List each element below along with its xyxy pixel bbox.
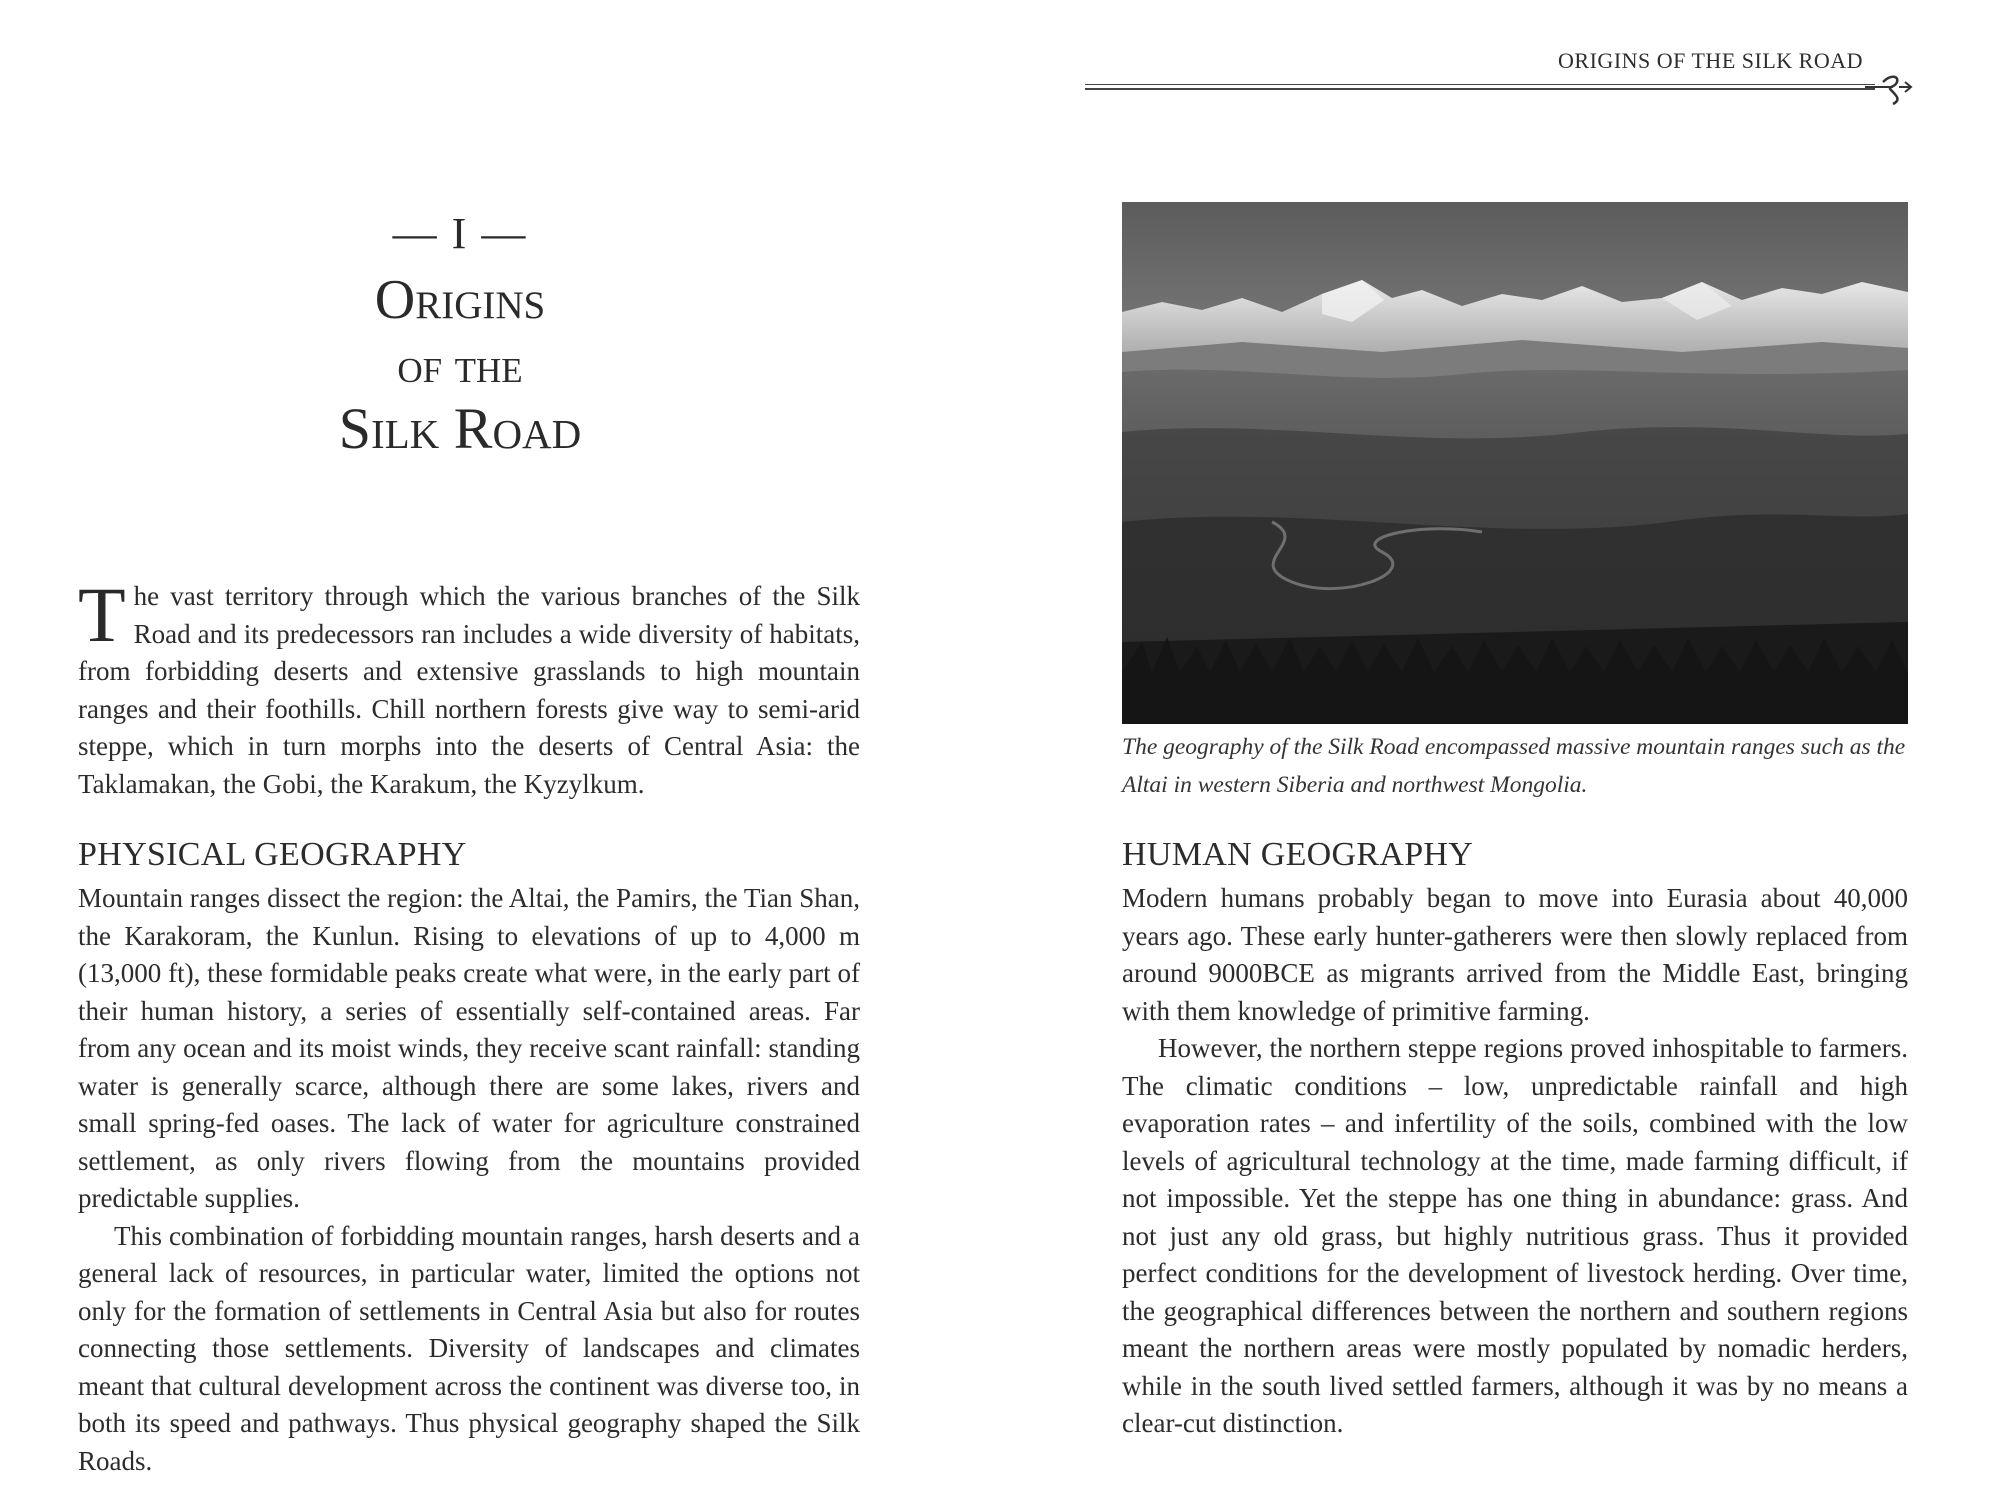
photo-caption: The geography of the Silk Road encompassed massive mountain ranges such as the Altai in western Siberia and northwest Mongolia. xyxy=(1122,734,1906,798)
landscape-illustration xyxy=(1122,202,1908,724)
human-geography-heading: HUMAN GEOGRAPHY xyxy=(1122,836,1474,873)
intro-text: he vast territory through which the various branches of the Silk Road and its predecessors ran includes a wide diversity of habitats, from forbidding deserts and extensive grasslands to high mountain ranges and their foothills. Chill northern forests give way to semi-arid steppe, which in turn morphs into the deserts of Central Asia: the Taklamakan, the Gobi, the Karakum, the Kyzylkum. xyxy=(78,581,860,799)
physical-geography-paragraph-1: Mountain ranges dissect the region: the Altai, the Pamirs, the Tian Shan, the Karakoram, the Kunlun. Rising to elevations of up to 4,000 m (13,000 ft), these formidable peaks create what were, in the early part of their human history, a series of essentially self-contained areas. Far from any ocean and its moist winds, they receive scant rainfall: standing water is generally scarce, although there are some lakes, rivers and small spring-fed oases. The lack of water for agriculture constrained settlement, as only rivers flowing from the mountains provided predictable supplies. xyxy=(78,883,860,1213)
altai-mountains-photo xyxy=(1122,202,1908,724)
scroll-flourish-icon xyxy=(1863,70,1915,108)
chapter-title-line-1: Origins xyxy=(374,269,546,331)
human-geography-paragraph-1 xyxy=(1122,880,1908,1030)
intro-paragraph xyxy=(78,571,860,803)
era-abbreviation: BCE xyxy=(1262,958,1315,988)
physical-geography-heading: PHYSICAL GEOGRAPHY xyxy=(78,836,467,873)
human-geography-paragraph-1-start: Modern humans probably began to move into Eurasia about 40,000 years ago. These early hunter-gatherers were then slowly replaced from around 9000 xyxy=(1122,883,1908,988)
chapter-number: — I — xyxy=(392,209,528,258)
chapter-title-line-3: Silk Road xyxy=(338,396,582,461)
physical-geography-body xyxy=(78,880,860,1480)
human-geography-body xyxy=(1122,880,1908,1443)
running-head-rule-double xyxy=(1085,88,1875,90)
human-geography-paragraph-1-end: as migrants arrived from the Middle East, bringing with them knowledge of primitive farming. xyxy=(1122,958,1908,1026)
human-geography-paragraph-2: However, the northern steppe regions proved inhospitable to farmers. The climatic conditions – low, unpredictable rainfall and high evaporation rates – and infertility of the soils, combined with the low levels of agricultural technology at the time, made farming difficult, if not impossible. Yet the steppe has one thing in abundance: grass. And not just any old grass, but highly nutritious grass. Thus it provided perfect conditions for the development of livestock herding. Over time, the geographical differences between the northern and southern regions meant the northern areas were mostly populated by nomadic herders, while in the south lived settled farmers, although it was by no means a clear-cut distinction. xyxy=(1122,1033,1908,1438)
running-head-rule xyxy=(1085,84,1875,85)
chapter-title-line-2: of the xyxy=(397,337,523,393)
physical-geography-paragraph-2: This combination of forbidding mountain ranges, harsh deserts and a general lack of resources, in particular water, limited the options not only for the formation of settlements in Central Asia but also for routes connecting those settlements. Diversity of landscapes and climates meant that cultural development across the continent was diverse too, in both its speed and pathways. Thus physical geography shaped the Silk Roads. xyxy=(78,1220,860,1476)
running-head-title: ORIGINS OF THE SILK ROAD xyxy=(1558,48,1863,73)
running-head xyxy=(1085,48,1915,98)
drop-cap: T xyxy=(78,571,126,658)
